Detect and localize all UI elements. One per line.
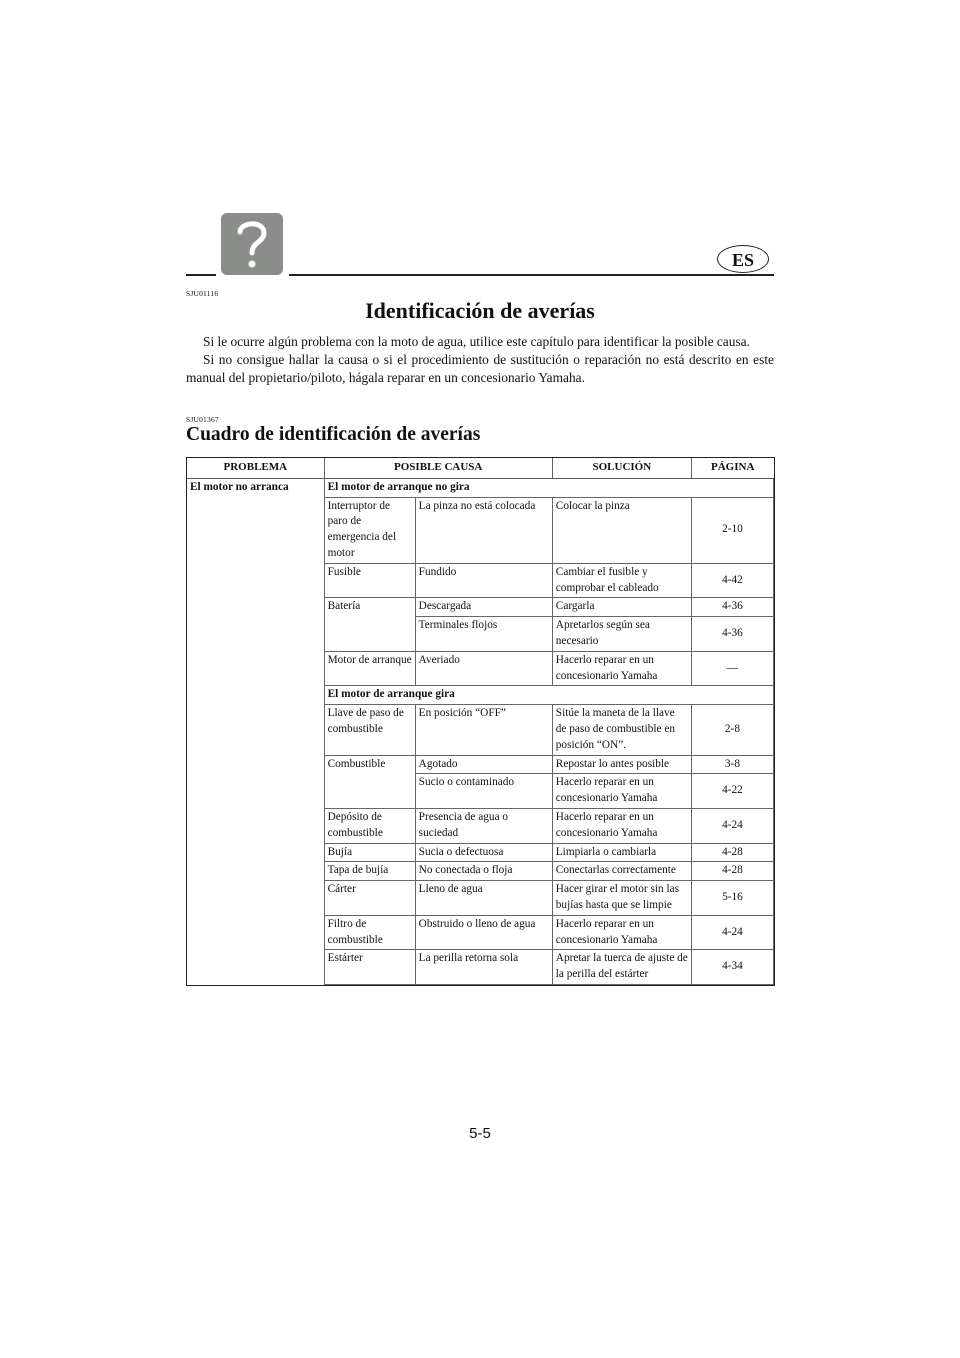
cause-cell: Obstruido o lleno de agua	[415, 915, 552, 950]
group-header-starter-turning: El motor de arranque gira	[324, 686, 773, 705]
part-cell: Cárter	[324, 881, 415, 916]
cause-cell: Lleno de agua	[415, 881, 552, 916]
part-cell: Tapa de bujía	[324, 862, 415, 881]
page-cell: 2-8	[691, 705, 773, 755]
header-rule-left	[186, 274, 216, 276]
solution-cell: Sitúe la maneta de la llave de paso de combustible en posición “ON”.	[552, 705, 691, 755]
table-group-row	[187, 478, 774, 497]
part-cell: Motor de arranque	[324, 651, 415, 686]
part-cell: Depósito de combustible	[324, 808, 415, 843]
cause-cell: No conectada o floja	[415, 862, 552, 881]
cause-cell: La pinza no está colocada	[415, 497, 552, 563]
part-cell: Llave de paso de combustible	[324, 705, 415, 755]
solution-cell: Apretarlos según sea necesario	[552, 617, 691, 652]
cause-cell: Fundido	[415, 563, 552, 598]
solution-cell: Limpiarla o cambiarla	[552, 843, 691, 862]
solution-cell: Hacerlo reparar en un concesionario Yamaha	[552, 915, 691, 950]
page-cell: 4-36	[691, 598, 773, 617]
cause-cell: Averiado	[415, 651, 552, 686]
solution-cell: Cambiar el fusible y comprobar el cableado	[552, 563, 691, 598]
page-cell: 4-28	[691, 862, 773, 881]
intro-text	[186, 333, 774, 387]
part-cell: Estárter	[324, 950, 415, 985]
table-header-row	[187, 458, 774, 478]
page-cell: 4-24	[691, 915, 773, 950]
problem-cell: El motor no arranca	[187, 478, 324, 984]
page-cell: —	[691, 651, 773, 686]
header-rule-right	[289, 274, 774, 276]
solution-cell: Hacerlo reparar en un concesionario Yamaha	[552, 774, 691, 809]
intro-paragraph-1: Si le ocurre algún problema con la moto de agua, utilice este capítulo para identificar la posible causa.	[203, 334, 750, 349]
part-cell: Combustible	[324, 755, 415, 808]
cause-cell: La perilla retorna sola	[415, 950, 552, 985]
column-header-problem: PROBLEMA	[187, 458, 324, 478]
troubleshooting-table	[186, 457, 775, 986]
part-cell: Batería	[324, 598, 415, 651]
intro-paragraph-2: Si no consigue hallar la causa o si el procedimiento de sustitución o reparación no está descrito en este manual del propietario/piloto, hágala reparar en un concesionario Yamaha.	[186, 352, 774, 385]
page-cell: 4-22	[691, 774, 773, 809]
page-cell: 4-42	[691, 563, 773, 598]
solution-cell: Cargarla	[552, 598, 691, 617]
cause-cell: Sucia o defectuosa	[415, 843, 552, 862]
part-cell: Interruptor de paro de emergencia del motor	[324, 497, 415, 563]
page-cell: 5-16	[691, 881, 773, 916]
cause-cell: Terminales flojos	[415, 617, 552, 652]
subsection-code: SJU01367	[186, 415, 219, 424]
page-cell: 4-24	[691, 808, 773, 843]
part-cell: Filtro de combustible	[324, 915, 415, 950]
section-code: SJU01116	[186, 289, 219, 298]
page-cell: 4-36	[691, 617, 773, 652]
column-header-cause: POSIBLE CAUSA	[324, 458, 552, 478]
solution-cell: Apretar la tuerca de ajuste de la perilla del estárter	[552, 950, 691, 985]
language-badge: ES	[717, 245, 769, 273]
cause-cell: Descargada	[415, 598, 552, 617]
section-title: Cuadro de identificación de averías	[186, 424, 481, 445]
solution-cell: Repostar lo antes posible	[552, 755, 691, 774]
page-cell: 2-10	[691, 497, 773, 563]
column-header-solution: SOLUCIÓN	[552, 458, 691, 478]
group-header-starter-not-turning: El motor de arranque no gira	[324, 478, 773, 497]
part-cell: Bujía	[324, 843, 415, 862]
page-number: 5-5	[469, 1125, 491, 1142]
cause-cell: En posición “OFF”	[415, 705, 552, 755]
cause-cell: Agotado	[415, 755, 552, 774]
column-header-page: PÁGINA	[691, 458, 773, 478]
solution-cell: Hacerlo reparar en un concesionario Yamaha	[552, 808, 691, 843]
page-cell: 4-34	[691, 950, 773, 985]
solution-cell: Conectarlas correctamente	[552, 862, 691, 881]
cause-cell: Presencia de agua o suciedad	[415, 808, 552, 843]
solution-cell: Colocar la pinza	[552, 497, 691, 563]
part-cell: Fusible	[324, 563, 415, 598]
solution-cell: Hacerlo reparar en un concesionario Yamaha	[552, 651, 691, 686]
cause-cell: Sucio o contaminado	[415, 774, 552, 809]
solution-cell: Hacer girar el motor sin las bujías hasta que se limpie	[552, 881, 691, 916]
page-cell: 3-8	[691, 755, 773, 774]
page-cell: 4-28	[691, 843, 773, 862]
page-title: Identificación de averías	[365, 298, 595, 323]
question-mark-icon	[221, 213, 283, 275]
